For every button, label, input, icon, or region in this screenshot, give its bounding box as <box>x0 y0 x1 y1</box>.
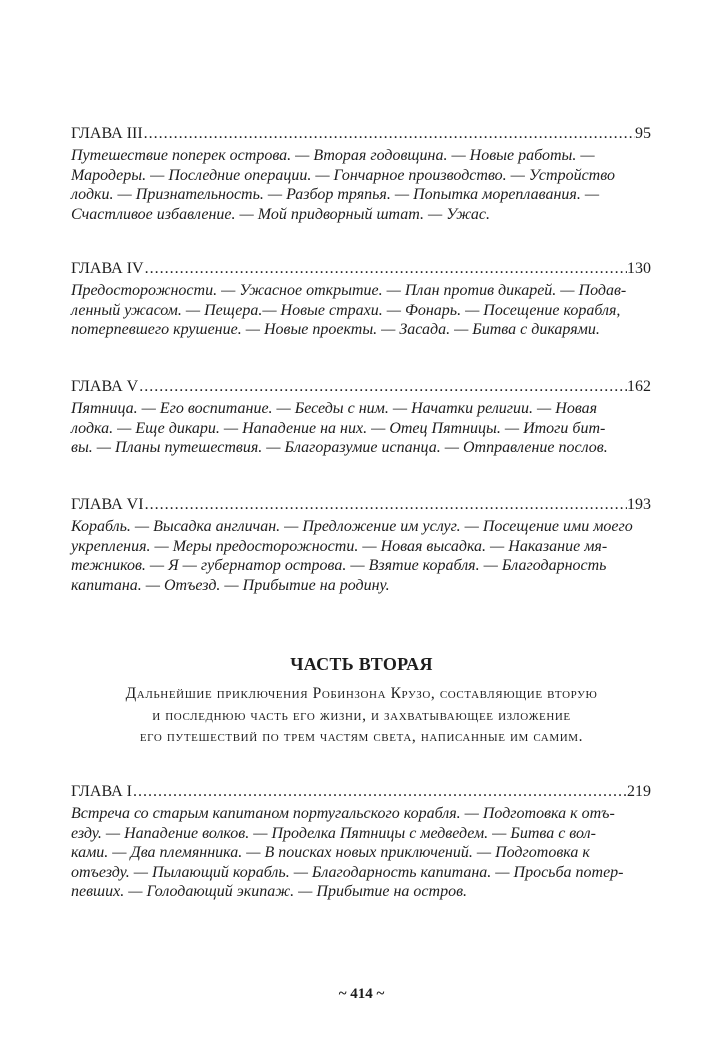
leader-dots <box>132 782 627 801</box>
toc-entry-chapter-5 <box>71 377 651 458</box>
chapter-summary <box>71 281 651 340</box>
summary-line: Мародеры. — Последние операции. — Гончарное производство. — Устройство <box>71 166 615 184</box>
toc-heading-line <box>71 782 651 801</box>
summary-line: езду. — Нападение волков. — Проделка Пятницы с медведем. — Битва с вол- <box>71 824 596 842</box>
toc-entry-part-2-chapter-1 <box>71 782 651 902</box>
chapter-title: ГЛАВА IV <box>71 260 144 277</box>
summary-line: Путешествие поперек острова. — Вторая годовщина. — Новые работы. — <box>71 147 595 164</box>
summary-line: певших. — Голодающий экипаж. — Прибытие на остров. <box>71 883 468 901</box>
chapter-title: ГЛАВА V <box>71 378 139 395</box>
summary-line: Пятница. — Его воспитание. — Беседы с ним. — Начатки религии. — Новая <box>71 400 598 417</box>
subtitle-line: Дальнейшие приключения Робинзона Крузо, составляющие вторую <box>125 685 598 702</box>
summary-line: потерпевшего крушение. — Новые проекты. — Засада. — Битва с дикарями. <box>71 321 600 339</box>
toc-heading-line <box>71 259 651 278</box>
page-folio: ~ 414 ~ <box>338 986 385 1002</box>
chapter-title: ГЛАВА I <box>71 783 132 800</box>
page-number: 130 <box>627 260 651 277</box>
toc-entry-chapter-4 <box>71 259 651 340</box>
summary-line: Встреча со старым капитаном португальского корабля. — Подготовка к отъ- <box>71 805 615 822</box>
summary-line: Корабль. — Высадка англичан. — Предложение им услуг. — Посещение ими моего <box>71 518 633 535</box>
toc-heading-line <box>71 124 651 143</box>
leader-dots <box>143 124 635 143</box>
summary-line: Предосторожности. — Ужасное открытие. — План против дикарей. — Подав- <box>71 282 627 299</box>
chapter-title: ГЛАВА VI <box>71 496 144 513</box>
summary-line: отъезду. — Пылающий корабль. — Благодарность капитана. — Просьба потер- <box>71 863 624 881</box>
summary-line: вы. — Планы путешествия. — Благоразумие испанца. — Отправление послов. <box>71 439 608 457</box>
toc-heading-line <box>71 495 651 514</box>
leader-dots <box>144 495 627 514</box>
toc-entry-chapter-6 <box>71 495 651 595</box>
summary-line: Счастливое избавление. — Мой придворный штат. — Ужас. <box>71 205 490 223</box>
summary-line: ками. — Два племянника. — В поисках новых приключений. — Подготовка к <box>71 844 590 862</box>
part-two-subtitle <box>60 683 663 748</box>
page-number: 193 <box>627 496 651 513</box>
leader-dots <box>144 259 627 278</box>
chapter-summary <box>71 146 651 224</box>
subtitle-line: его путешествий по трем частям света, написанные им самим. <box>139 728 584 745</box>
summary-line: лодки. — Признательность. — Разбор тряпья. — Попытка мореплавания. — <box>71 186 600 204</box>
summary-line: капитана. — Отъезд. — Прибытие на родину. <box>71 576 390 594</box>
subtitle-line: и последнюю часть его жизни, и захватывающее изложение <box>152 706 571 724</box>
chapter-summary <box>71 804 651 902</box>
summary-line: тежников. — Я — губернатор острова. — Взятие корабля. — Благодарность <box>71 557 607 575</box>
chapter-summary <box>71 517 651 595</box>
part-two-title: ЧАСТЬ ВТОРАЯ <box>290 654 433 674</box>
summary-line: укрепления. — Меры предосторожности. — Новая высадка. — Наказание мя- <box>71 537 608 555</box>
chapter-summary <box>71 399 651 458</box>
page-number: 219 <box>627 783 651 800</box>
toc-heading-line <box>71 377 651 396</box>
chapter-title: ГЛАВА III <box>71 125 143 142</box>
toc-entry-chapter-3 <box>71 124 651 224</box>
page-number: 95 <box>635 125 651 142</box>
summary-line: лодка. — Еще дикари. — Нападение на них. — Отец Пятницы. — Итоги бит- <box>71 419 606 437</box>
leader-dots <box>138 377 627 396</box>
page-number: 162 <box>627 378 651 395</box>
summary-line: ленный ужасом. — Пещера.— Новые страхи. — Фонарь. — Посещение корабля, <box>71 301 621 319</box>
